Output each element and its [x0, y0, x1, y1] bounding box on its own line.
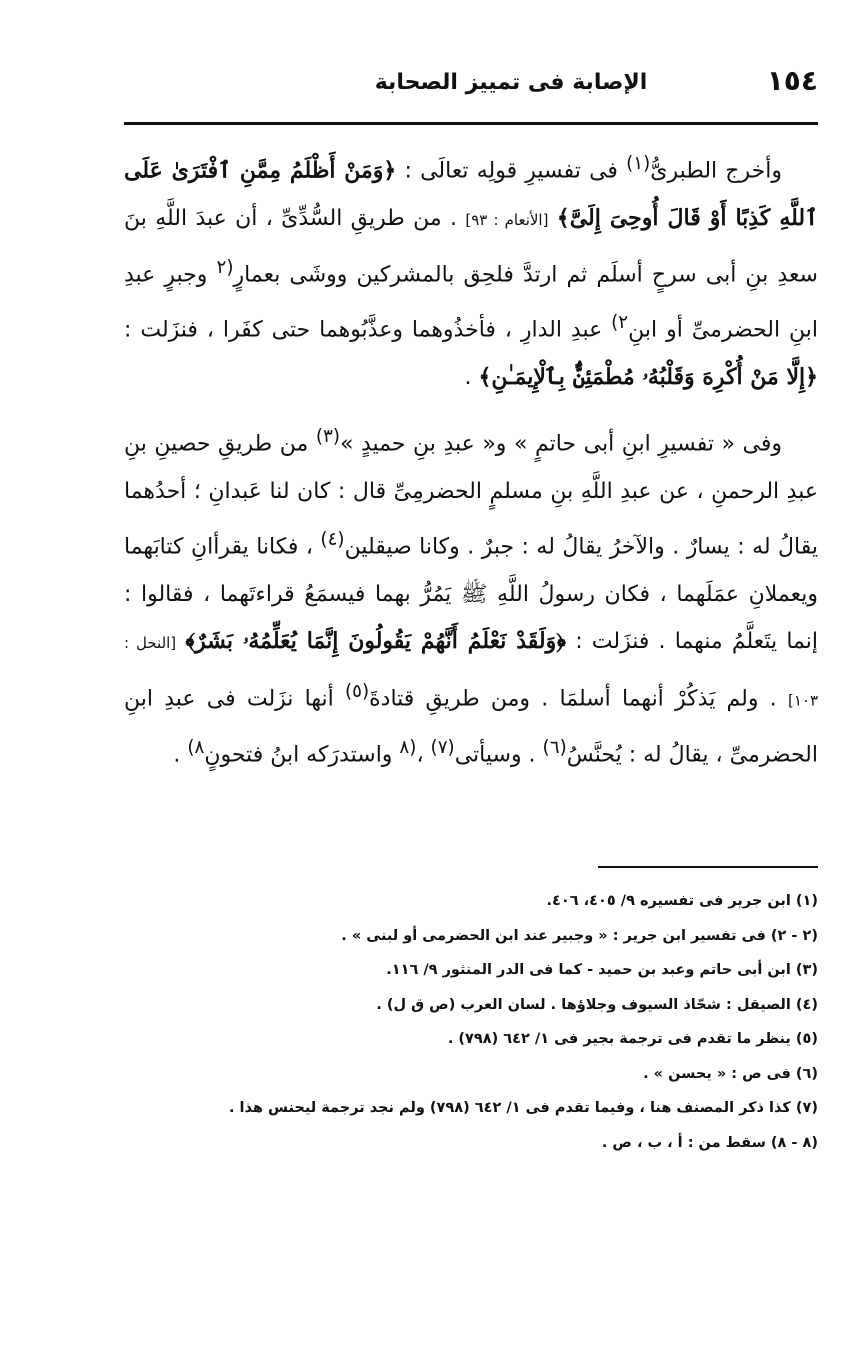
- text-run: .: [173, 742, 188, 768]
- footnote-2: (٢ - ٢) فى تفسير ابن جرير : « وجبير عند ابن الحضرمى أو لبنى » .: [341, 927, 818, 944]
- footnote-5: (٥) ينظر ما تقدم فى ترجمة بجير فى ١/ ٦٤٢ (٧٩٨) .: [447, 1031, 818, 1047]
- text-run: فى تفسيرِ قولِه تعالَى :: [396, 158, 627, 184]
- text-run: من طريقِ حصينِ بنِ عبدِ الرحمنِ ، عن عبدِ اللَّهِ بنِ مسلمٍ الحضرمِىِّ قال : كان لنا عَبدانِ ؛ أحدُهما يقالُ له : يسارٌ . والآخرُ يقالُ له : جبرٌ . وكانا صيقلين: [124, 431, 818, 560]
- footnote-marker: (٤): [320, 528, 345, 550]
- footnote-8: (٨ - ٨) سقط من : أ ، ب ، ص .: [601, 1134, 818, 1151]
- text-run: واستدرَكه ابنُ فتحونٍ: [204, 742, 400, 768]
- footnote-4: (٤) الصيقل : شحّاذ السيوف وجلاؤها . لسان العرب (ص ق ل) .: [376, 996, 818, 1013]
- quran-verse: ﴿إِلَّا مَنْ أُكْرِهَ وَقَلْبُهُۥ مُطْمَئِنٌّۢ بِٱلْإِيمَـٰنِ﴾: [478, 363, 818, 390]
- footnote-1: (١) ابن جرير فى تفسيره ٩/ ٤٠٥، ٤٠٦.: [546, 893, 818, 909]
- page-header: [124, 64, 818, 104]
- quran-verse: ﴿وَمَنْ أَظْلَمُ مِمَّنِ ٱفْتَرَىٰ عَلَى ٱللَّهِ كَذِبًا أَوْ قَالَ أُوحِىَ إِلَىَّ﴾: [124, 157, 818, 231]
- footnote-marker: (٧): [430, 737, 455, 759]
- text-run: أنها نزَلت فى عبدِ ابنِ الحضرمىِّ ، يقالُ له : يُحنَّسُ: [124, 685, 818, 768]
- text-run: ،: [416, 742, 431, 768]
- text-run: وجبرٍ عبدِ ابنِ الحضرمىِّ أو ابنِ: [124, 262, 818, 343]
- footnote-marker: ٢): [611, 312, 629, 334]
- text-run: وفى « تفسيرِ ابنِ أبى حاتمٍ » و« عبدِ بنِ حميدٍ »: [339, 431, 782, 457]
- header-rule: [124, 122, 818, 125]
- footnote-marker: ٨): [187, 737, 205, 759]
- paragraph-2: [124, 413, 818, 779]
- footnote-3: (٣) ابن أبى حاتم وعبد بن حميد - كما فى الدر المنثور ٩/ ١١٦.: [386, 962, 818, 978]
- footnotes: [124, 884, 818, 1160]
- text-run: . وسيأتى: [454, 742, 543, 768]
- verse-reference: [الأنعام : ٩٣]: [465, 210, 549, 229]
- footnote-marker: (٢: [216, 257, 234, 279]
- footnote-rule: [598, 866, 818, 868]
- running-title: الإصابة فى تمييز الصحابة: [374, 70, 648, 95]
- footnote-marker: (٣): [315, 426, 340, 448]
- text-run: عبدِ الدارِ ، فأخذُوهما وعذَّبُوهما حتى كفَرا ، فنزَلت :: [124, 317, 612, 343]
- page-number: ١٥٤: [766, 64, 818, 97]
- quran-verse: ﴿وَلَقَدْ نَعْلَمُ أَنَّهُمْ يَقُولُونَ إِنَّمَا يُعَلِّمُهُۥ بَشَرٌ﴾: [185, 628, 567, 655]
- footnote-marker: (٦): [542, 737, 567, 759]
- footnote-marker: (١): [626, 153, 651, 174]
- footnote-marker: (٨: [399, 737, 417, 759]
- footnote-7: (٧) كذا ذكر المصنف هنا ، وفيما تقدم فى ١/ ٦٤٢ (٧٩٨) ولم نجد ترجمة ليحنس هذا .: [228, 1100, 818, 1116]
- text-run: . من طريقِ السُّدِّىِّ ، أن عبدَ اللَّهِ بنَ سعدِ بنِ أبى سرحٍ أسلَم ثم ارتدَّ فلحِق بالمشركين ووشَى بعمارٍ: [124, 205, 818, 288]
- text-run: ، فكانا يقرأانِ كتابَهما ويعملانِ عمَلَهما ، فكان رسولُ اللَّهِ ﷺ يَمُرُّ بهما فيسمَعُ قراءتَهما ، فقالوا : إنما يتَعلَّمُ منهما . فنزَلت :: [124, 534, 819, 655]
- main-text: [124, 140, 818, 779]
- footnote-marker: (٥): [344, 680, 370, 702]
- paragraph-1: [124, 140, 818, 401]
- verse-reference: [النحل : ١٠٣]: [124, 634, 819, 709]
- text-run: . ولم يَذكُرْ أنهما أسلمَا . ومن طريقِ قتادةَ: [369, 685, 788, 711]
- text-run: .: [464, 364, 479, 390]
- footnote-6: (٦) فى ص : « يحسن » .: [643, 1065, 818, 1082]
- text-run: وأخرج الطبرىُّ: [650, 158, 782, 184]
